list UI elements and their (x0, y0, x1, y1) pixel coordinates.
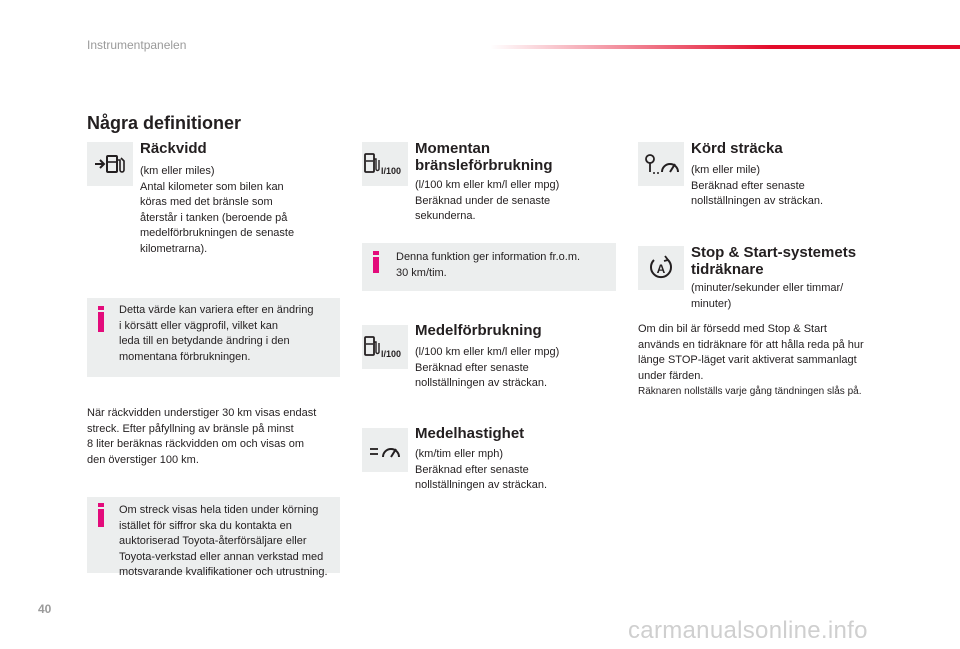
distance-description: (km eller mile) Beräknad efter senaste nollställningen av sträckan. (691, 164, 824, 207)
instant-consumption-title: Momentan bränsleförbrukning (415, 140, 553, 174)
info-icon (98, 509, 104, 527)
stop-start-note: Om din bil är försedd med Stop & Start används en tidräknare för att hålla reda på hur länge STOP-läget varit aktiverat sammanlagt under färden. (638, 323, 864, 382)
header-accent-line (490, 45, 960, 49)
range-info-box (87, 298, 340, 377)
icon-label: l/100 (381, 349, 402, 359)
stop-start-description: (minuter/sekunder eller timmar/ minuter) (691, 282, 844, 310)
average-speed-icon (362, 428, 408, 472)
instant-info-box (362, 243, 616, 291)
range-warning-box (87, 497, 340, 578)
instant-consumption-description: (l/100 km eller km/l eller mpg) Beräknad under de senaste sekunderna. (415, 179, 560, 222)
average-speed-description: (km/tim eller mph) Beräknad efter senaste nollställningen av sträckan. (415, 448, 548, 491)
page-number: 40 (38, 602, 52, 616)
range-description: (km eller miles) Antal kilometer som bilen kan köras med det bränsle som återstår i tanken (beroende på medelförbrukningen de senaste kilometrarna). (140, 165, 295, 255)
range-note: När räckvidden understiger 30 km visas endast streck. Efter påfyllning av bränsle på minst 8 liter beräknas räckvidden om och visas om den överstiger 100 km. (87, 407, 317, 466)
average-consumption-icon (362, 325, 408, 369)
instant-info-text: Denna funktion ger information fr.o.m. 30 km/tim. (396, 251, 581, 279)
section-header: Instrumentpanelen (87, 38, 187, 52)
info-icon (98, 312, 104, 332)
page-title: Några definitioner (87, 113, 242, 133)
range-warning-text: Om streck visas hela tiden under körning istället för siffror ska du kontakta en auktoriserad Toyota-återförsäljare eller Toyota-verkstad eller annan verkstad med motsvarande kvalifikationer och utrustning. (119, 504, 328, 578)
icon-letter: A (656, 262, 666, 276)
stop-start-icon (638, 246, 684, 290)
distance-title: Körd sträcka (691, 140, 783, 157)
icon-label: l/100 (381, 166, 402, 176)
average-speed-title: Medelhastighet (415, 425, 525, 442)
average-consumption-description: (l/100 km eller km/l eller mpg) Beräknad efter senaste nollställningen av sträckan. (415, 346, 560, 389)
range-info-text: Detta värde kan variera efter en ändring i körsätt eller vägprofil, vilket kan leda till en betydande ändring i den momentana förbrukningen. (119, 304, 314, 363)
watermark: carmanualsonline.info (628, 617, 868, 644)
stop-start-title: Stop & Start-systemets tidräknare (691, 244, 857, 278)
info-icon (373, 257, 379, 273)
average-consumption-title: Medelförbrukning (415, 322, 542, 339)
distance-icon (638, 142, 684, 186)
stop-start-reset-note: Räknaren nollställs varje gång tändningen slås på. (638, 386, 862, 397)
range-title: Räckvidd (140, 140, 207, 157)
fuel-consumption-icon (362, 142, 408, 186)
range-icon (87, 142, 133, 186)
